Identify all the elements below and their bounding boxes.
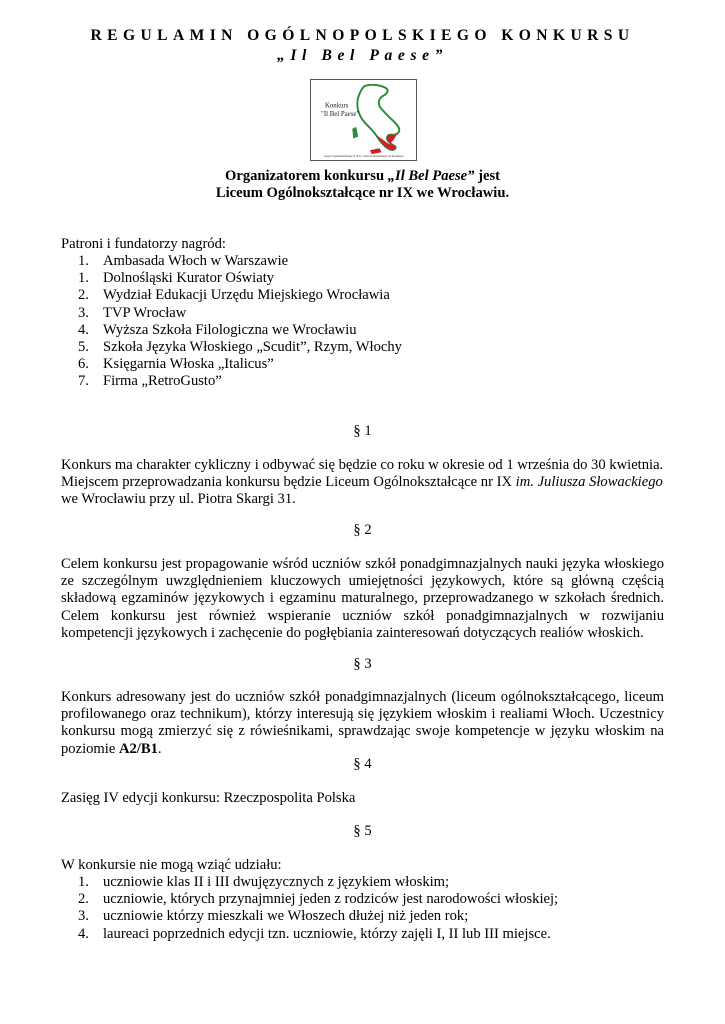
logo-footer: Liceum Ogólnokształcące nr IX im. Juliusza Słowackiego we Wrocławiu [323,155,404,159]
section-3-line: profilowanego oraz technikum), którzy interesują się językiem włoskim i realiami Włoch. Uczestnicy [61,706,664,723]
list-item-number: 6. [78,356,89,373]
exclusion-item [78,926,558,943]
patron-item [78,305,402,322]
list-item-number: 5. [78,338,89,355]
section-4-text: Zasięg IV edycji konkursu: Rzeczpospolita Polska [61,790,356,806]
sardinia-shape [352,127,358,139]
section-3-line: konkursu mogą zmierzyć się z rówieśnikami, sprawdzając swoje kompetencje w języku włoskim na [61,723,664,740]
section-5-heading: W konkursie nie mogą wziąć udziału: [61,857,282,873]
patrons-list [78,253,402,391]
section-3-text [61,689,664,758]
section-2-line: Celem konkursu jest również wspieranie uczniów szkół ponadgimnazjalnych w rozwijaniu [61,607,664,624]
section-2-mark: § 2 [353,522,372,538]
list-item-number: 2. [78,287,89,304]
exclusion-item [78,891,558,908]
list-item-number: 1. [78,270,89,287]
list-item-text: laureaci poprzednich edycji tzn. uczniowie, którzy zajęli I, II lub III miejsce. [103,925,551,942]
list-item-text: Szkoła Języka Włoskiego „Scudit”, Rzym, Włochy [103,338,402,355]
document-title: REGULAMIN OGÓLNOPOLSKIEGO KONKURSU [90,27,635,44]
patron-item [78,322,402,339]
language-level: A2/B1 [118,740,158,757]
section-1-line: Konkurs ma charakter cykliczny i odbywać się będzie co roku w okresie od 1 września do 30 kwietnia. [61,457,664,473]
section-3-line: poziomie A2/B1. [61,740,162,757]
list-item-text: uczniowie, których przynajmniej jeden z rodziców jest narodowości włoskiej; [103,891,559,908]
organizer-prefix: Organizatorem konkursu [225,168,388,184]
list-item-text: uczniowie klas II i III dwujęzycznych z językiem włoskim; [103,874,450,890]
exclusion-item [78,874,558,891]
patron-item [78,339,402,356]
section-3-line: Konkurs adresowany jest do uczniów szkół ponadgimnazjalnych (liceum ogólnokształcącego, liceum [61,689,664,705]
section-1-line: Miejscem przeprowadzania konkursu będzie Liceum Ogólnokształcące nr IX im. Juliusza Słowackiego [61,474,663,491]
list-item-number: 4. [78,321,89,338]
section-2-line: składową egzaminów językowych i egzaminu maturalnego, przeprowadzanego w szkołach średnich. [61,590,664,607]
patron-item [78,270,402,287]
patrons-heading: Patroni i fundatorzy nagród: [61,236,226,252]
contest-logo [310,79,417,161]
logo-line1: Konkurs [324,102,349,110]
section-1-mark: § 1 [353,423,372,439]
patron-item [78,373,402,390]
list-item-text: Ambasada Włoch w Warszawie [103,253,289,269]
section-4-mark: § 4 [353,756,372,772]
organizer-line1 [0,168,725,185]
list-item-text: Wyższa Szkoła Filologiczna we Wrocławiu [103,321,357,338]
section-3-mark: § 3 [353,656,372,672]
logo-line2: "Il Bel Paese" [321,111,360,119]
patron-item [78,253,402,270]
school-patron-name: im. Juliusza Słowackiego [515,474,663,491]
organizer-line2: Liceum Ogólnokształcące nr IX we Wrocławiu. [215,185,510,201]
section-1-text [61,457,664,509]
list-item-text: Firma „RetroGusto” [103,373,222,390]
section-1-line: we Wrocławiu przy ul. Piotra Skargi 31. [61,491,296,508]
section-2-line: kompetencji językowych i zachęcenie do pogłębiania zainteresowań dotyczących realiów włoskich. [61,624,644,641]
list-item-text: Wydział Edukacji Urzędu Miejskiego Wrocławia [103,287,390,304]
document-subtitle: „Il Bel Paese” [276,47,449,64]
exclusion-item [78,908,558,925]
list-item-number: 3. [78,304,89,321]
exclusions-list [78,874,558,943]
list-item-number: 1. [78,253,89,269]
patron-item [78,287,402,304]
patron-item [78,356,402,373]
list-item-number: 4. [78,925,89,942]
list-item-text: uczniowie którzy mieszkali we Włoszech dłużej niż jeden rok; [103,908,469,925]
list-item-number: 2. [78,891,89,908]
organizer-contest-name: „Il Bel Paese” [387,168,475,184]
list-item-text: TVP Wrocław [103,304,187,321]
list-item-number: 3. [78,908,89,925]
section-5-mark: § 5 [353,823,372,839]
list-item-number: 7. [78,373,89,390]
organizer-suffix: jest [474,168,500,184]
list-item-number: 1. [78,874,89,890]
sicily-shape [370,148,382,154]
section-2-line: ze szczególnym uwzględnieniem kluczowych umiejętności językowych, które są główną częścią [61,573,664,590]
section-2-text [61,556,664,642]
list-item-text: Dolnośląski Kurator Oświaty [103,270,275,287]
section-2-line: Celem konkursu jest propagowanie wśród uczniów szkół ponadgimnazjalnych nauki języka włoskiego [61,556,664,572]
list-item-text: Księgarnia Włoska „Italicus” [103,356,274,373]
